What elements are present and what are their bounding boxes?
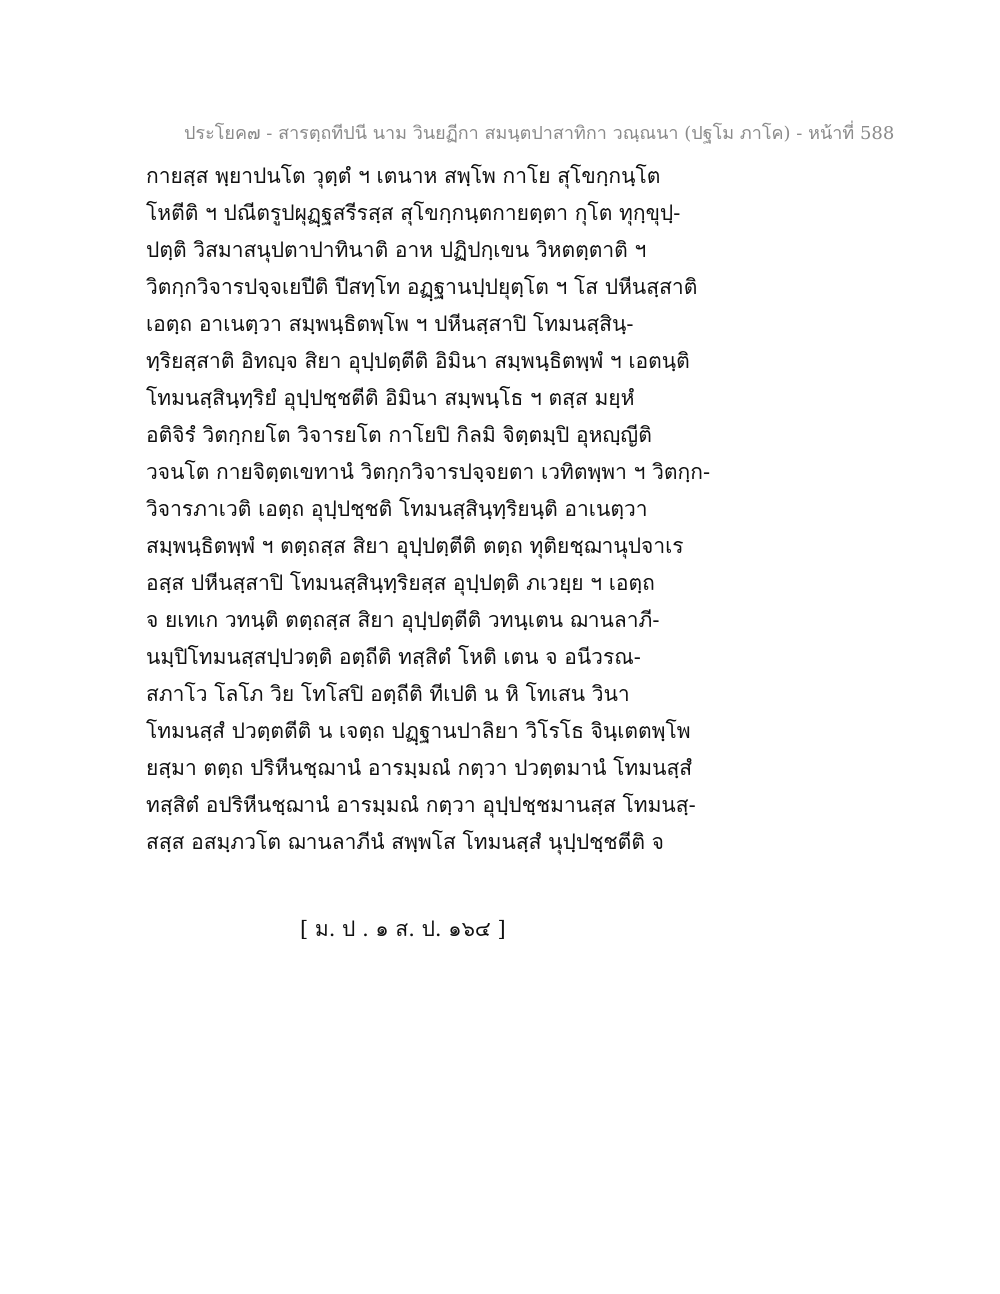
page-header: ประโยค๗ - สารตฺถทีปนี นาม วินยฏีกา สมนฺตปาสาทิกา วณฺณนา (ปฐโม ภาโค) - หน้าที่ 588 [184,123,895,144]
text-line-12: อสฺส ปหีนสฺสาปิ โทมนสฺสินฺทฺริยสฺส อุปฺปตฺติ ภเวยฺย ฯ เอตฺถ [146,571,655,595]
text-line-9: วจนโต กายจิตฺตเขทานํ วิตกฺกวิจารปจฺจยตา เวทิตพฺพา ฯ วิตกฺก- [146,460,711,484]
text-line-3: ปตฺติ วิสมาสนุปตาปาทินาติ อาห ปฏิปกฺเขน วิหตตฺตาติ ฯ [146,238,647,262]
text-line-14: นมฺปิโทมนสฺสปฺปวตฺติ อตฺถีติ ทสฺสิตํ โหติ เตน จ อนีวรณ- [146,645,641,669]
text-line-16: โทมนสฺสํ ปวตฺตตีติ น เจตฺถ ปฏฺฐานปาลิยา วิโรโธ จินฺเตตพฺโพ [146,719,691,743]
text-line-8: อติจิรํ วิตกฺกยโต วิจารยโต กาโยปิ กิลมิ จิตฺตมฺปิ อุหญฺญีติ [146,423,652,447]
text-line-15: สภาโว โลโภ วิย โทโสปิ อตฺถีติ ทีเปติ น หิ โทเสน วินา [146,682,630,706]
citation-reference: [ ม. ป . ๑ ส. ป. ๑๖๔ ] [300,917,506,941]
text-line-2: โหตีติ ฯ ปณีตรูปผุฏฺฐสรีรสฺส สุโขกฺกนฺตกายตฺตา กุโต ทุกฺขุปฺ- [146,201,681,225]
body-text [146,160,711,863]
text-line-5: เอตฺถ อาเนตฺวา สมฺพนฺธิตพฺโพ ฯ ปหีนสฺสาปิ โทมนสฺสินฺ- [146,312,634,336]
text-line-10: วิจารภาเวติ เอตฺถ อุปฺปชฺชติ โทมนสฺสินฺทฺริยนฺติ อาเนตฺวา [146,497,648,521]
text-line-18: ทสฺสิตํ อปริหีนชฺฌานํ อารมฺมณํ กตฺวา อุปฺปชฺชมานสฺส โทมนสฺ- [146,793,696,817]
text-line-19: สสฺส อสมฺภวโต ฌานลาภีนํ สพฺพโส โทมนสฺสํ นุปฺปชฺชตีติ จ [146,830,664,854]
text-line-6: ทฺริยสฺสาติ อิทญฺจ สิยา อุปฺปตฺตีติ อิมินา สมฺพนฺธิตพฺพํ ฯ เอตนฺติ [146,349,690,373]
text-line-13: จ ยเทเก วทนฺติ ตตฺถสฺส สิยา อุปฺปตฺตีติ วทนฺเตน ฌานลาภี- [146,608,660,632]
text-line-11: สมฺพนฺธิตพฺพํ ฯ ตตฺถสฺส สิยา อุปฺปตฺตีติ ตตฺถ ทุติยชฺฌานุปจาเร [146,534,684,558]
text-line-7: โทมนสฺสินฺทฺริยํ อุปฺปชฺชตีติ อิมินา สมฺพนฺโธ ฯ ตสฺส มยฺหํ [146,386,635,410]
text-line-4: วิตกฺกวิจารปจฺจเยปีติ ปีสทฺโท อฏฺฐานปฺปยุตฺโต ฯ โส ปหีนสฺสาติ [146,275,698,299]
text-line-17: ยสฺมา ตตฺถ ปริหีนชฺฌานํ อารมฺมณํ กตฺวา ปวตฺตมานํ โทมนสฺสํ [146,756,693,780]
text-line-1: กายสฺส พฺยาปนโต วุตฺตํ ฯ เตนาห สพฺโพ กาโย สุโขกฺกนฺโต [146,164,661,188]
